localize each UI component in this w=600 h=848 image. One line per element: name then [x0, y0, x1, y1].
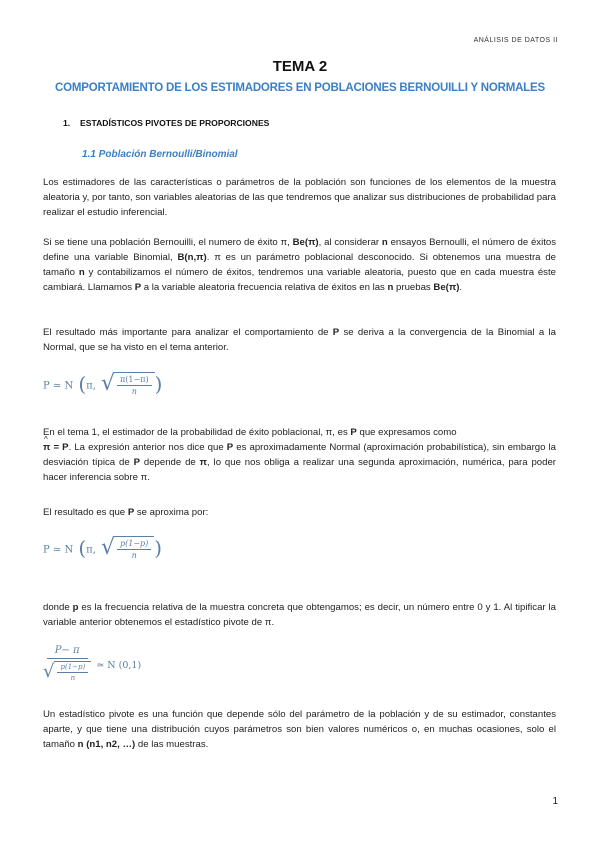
page-number: 1	[552, 796, 558, 807]
formula-pivot-statistic: P− π √ $\frac{p(1-p)}{n}$ ≃ N (0,1)	[43, 645, 142, 682]
formula-normal-approx-pi: P ≃ N (π, √ $\frac{\pi(1-\pi)}{n}$ )	[43, 371, 163, 396]
section-label: ESTADÍSTICOS PIVOTES DE PROPORCIONES	[80, 118, 270, 128]
subsection-heading: 1.1 Población Bernoulli/Binomial	[82, 149, 238, 160]
paragraph-3: El resultado más importante para analizar el comportamiento de P se deriva a la convergencia de la Binomial a la Normal, que se ha visto en el tema anterior.	[43, 327, 556, 353]
page-title: TEMA 2	[272, 58, 328, 75]
formula-normal-approx-p: P ≃ N (π, √ $\frac{p(1-p)}{n}$ )	[43, 535, 163, 560]
paragraph-2: Si se tiene una población Bernouilli, el numero de éxito π, Be(π), al considerar n ensayos Bernoulli, el número de éxitos define una variable Binomial, B(n,π). π es un parámetro poblacional desconocido. Si obtenemos una muestra de tamaño n y contabilizamos el número de éxitos, tendremos una variable aleatoria, puesto que en cada muestra éste cambiará. Llamamos P a la variable aleatoria frecuencia relativa de éxitos en las n pruebas Be(π).	[43, 237, 557, 293]
section-heading	[63, 118, 269, 128]
paragraph-6: donde p es la frecuencia relativa de la muestra concreta que obtengamos; es decir, un número entre 0 y 1. Al tipificar la variable anterior obtenemos el estadístico pivote de π.	[43, 602, 556, 628]
section-number: 1.	[63, 118, 71, 128]
paragraph-7: Un estadístico pivote es una función que depende sólo del parámetro de la población y de su estimador, constantes aparte, y que tiene una distribución cuyos parámetros son bien valores numéricos o, en muchas ocasiones, solo el tamaño n (n1, n2, …) de las muestras.	[43, 709, 556, 750]
paragraph-5: El resultado es que P se aproxima por:	[43, 507, 209, 518]
paragraph-1: Los estimadores de las características o parámetros de la población son funciones de los elementos de la muestra aleatoria y, por tanto, son variables aleatorias de las que tendremos que analizar sus distribuciones de probabilidad para realizar el estudio inferencial.	[43, 177, 556, 218]
page-subtitle: COMPORTAMIENTO DE LOS ESTIMADORES EN POBLACIONES BERNOUILLI Y NORMALES	[55, 82, 545, 94]
running-header: ANÁLISIS DE DATOS II	[473, 37, 558, 44]
paragraph-4: En el tema 1, el estimador de la probabilidad de éxito poblacional, π, es P que expresamos como ^ π = P. La expresión anterior nos dice que P es aproximadamente Normal (aproximación probabilística), sin embargo la desviación típica de P depende de π, lo que nos obliga a realizar una segunda aproximación, numérica, para poder hacer inferencia sobre π.	[43, 425, 556, 485]
